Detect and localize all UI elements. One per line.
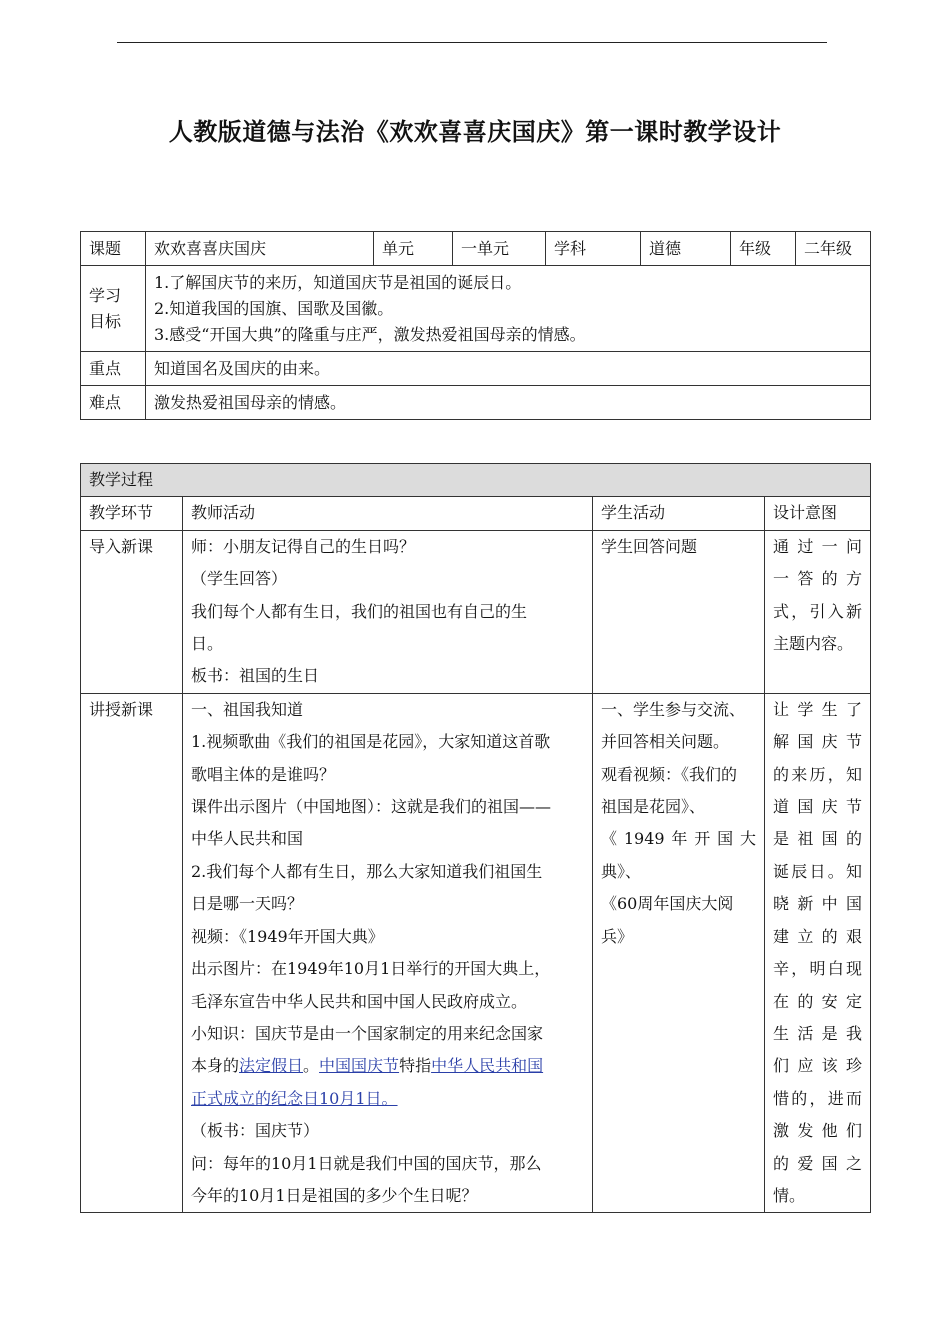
intent-line: 主题内容。 xyxy=(773,634,854,654)
teacher-line: 毛泽东宣告中华人民共和国中国人民政府成立。 xyxy=(191,991,528,1011)
difficulty-label: 难点 xyxy=(81,386,146,420)
header-intent: 设计意图 xyxy=(765,497,871,530)
teacher-line: （板书：国庆节） xyxy=(191,1121,320,1141)
intent-line: 情。 xyxy=(773,1185,806,1205)
header-student: 学生活动 xyxy=(593,497,765,530)
intent-line: 建立的艰 xyxy=(773,926,863,946)
teacher-line: （学生回答） xyxy=(191,569,288,589)
goal-item: 3.感受“开国大典”的隆重与庄严，激发热爱祖国母亲的情感。 xyxy=(154,325,586,344)
teacher-line: 出示图片：在1949年10月1日举行的开国大典上， xyxy=(191,959,551,979)
goals-label: 学习 目标 xyxy=(81,266,146,352)
design-intent-intro xyxy=(765,530,871,693)
student-line: 《1949年开国大 xyxy=(601,829,756,849)
topic-value: 欢欢喜喜庆国庆 xyxy=(146,232,374,266)
teaching-process-table xyxy=(80,463,871,1213)
teacher-line: 1.视频歌曲《我们的祖国是花园》，大家知道这首歌 xyxy=(191,732,551,752)
student-activity-teach xyxy=(593,693,765,1213)
topic-label: 课题 xyxy=(81,232,146,266)
teacher-line: 课件出示图片（中国地图）：这就是我们的祖国—— xyxy=(191,797,552,817)
intent-line: 一答的方 xyxy=(773,569,863,589)
goal-item: 2.知道我国的国旗、国歌及国徽。 xyxy=(154,299,394,318)
student-line: 《60周年国庆大阅 xyxy=(601,894,734,914)
student-line: 祖国是花园》、 xyxy=(601,797,706,817)
process-row-teach xyxy=(81,693,871,1213)
intent-line: 是祖国的 xyxy=(773,829,863,849)
legal-holiday-link[interactable]: 法定假日 xyxy=(239,1056,304,1076)
teacher-line: 问：每年的10月1日就是我们中国的国庆节，那么 xyxy=(191,1153,542,1173)
subject-value: 道德 xyxy=(641,232,731,266)
intent-line: 通过一问 xyxy=(773,536,863,556)
intent-line: 解国庆节 xyxy=(773,732,863,752)
intent-line: 的爱国之 xyxy=(773,1153,863,1173)
info-row-key xyxy=(81,352,871,386)
header-rule xyxy=(117,42,827,43)
teacher-line: 板书：祖国的生日 xyxy=(191,666,320,686)
teacher-line: 歌唱主体的是谁吗？ xyxy=(191,764,336,784)
china-national-day-link[interactable]: 中国国庆节 xyxy=(319,1056,400,1076)
teacher-line: 今年的10月1日是祖国的多少个生日呢？ xyxy=(191,1185,478,1205)
teacher-line: 日是哪一天吗？ xyxy=(191,894,304,914)
intent-line: 道国庆节 xyxy=(773,797,863,817)
stage-teach: 讲授新课 xyxy=(81,693,183,1213)
process-row-intro xyxy=(81,530,871,693)
info-row-goals xyxy=(81,266,871,352)
student-line: 一、学生参与交流、 xyxy=(601,699,746,719)
design-intent-teach xyxy=(765,693,871,1213)
intent-line: 们应该珍 xyxy=(773,1056,863,1076)
grade-value: 二年级 xyxy=(796,232,871,266)
goal-item: 1.了解国庆节的来历，知道国庆节是祖国的诞辰日。 xyxy=(154,273,522,292)
key-value: 知道国名及国庆的由来。 xyxy=(146,352,871,386)
difficulty-value: 激发热爱祖国母亲的情感。 xyxy=(146,386,871,420)
goals-list xyxy=(146,266,871,352)
intent-line: 晓新中国 xyxy=(773,894,863,914)
teacher-link-line: 本身的法定假日。中国国庆节特指中华人民共和国 xyxy=(191,1056,544,1076)
info-row-difficulty xyxy=(81,386,871,420)
intent-line: 辛，明白现 xyxy=(773,959,863,979)
document-title: 人教版道德与法治《欢欢喜喜庆国庆》第一课时教学设计 xyxy=(168,118,782,146)
unit-value: 一单元 xyxy=(453,232,546,266)
process-section-row xyxy=(81,464,871,497)
header-stage: 教学环节 xyxy=(81,497,183,530)
intent-line: 式，引入新 xyxy=(773,601,863,621)
stage-intro: 导入新课 xyxy=(81,530,183,693)
teacher-activity-intro xyxy=(183,530,593,693)
student-line: 观看视频：《我们的 xyxy=(601,764,738,784)
process-section-title: 教学过程 xyxy=(81,464,871,497)
teacher-activity-teach xyxy=(183,693,593,1213)
teacher-line: 一、祖国我知道 xyxy=(191,699,304,719)
founding-day-link[interactable]: 正式成立的纪念日10月1日。 xyxy=(191,1088,398,1108)
student-line: 并回答相关问题。 xyxy=(601,732,730,752)
intent-line: 诞辰日。知 xyxy=(773,861,863,881)
teacher-line: 我们每个人都有生日，我们的祖国也有自己的生 xyxy=(191,601,528,621)
teacher-link-line-2 xyxy=(191,1083,584,1115)
teacher-line: 视频：《1949年开国大典》 xyxy=(191,926,384,946)
teacher-line: 小知识：国庆节是由一个国家制定的用来纪念国家 xyxy=(191,1023,544,1043)
intent-line: 让学生了 xyxy=(773,699,863,719)
intent-line: 生活是我 xyxy=(773,1023,863,1043)
process-header-row xyxy=(81,497,871,530)
key-label: 重点 xyxy=(81,352,146,386)
info-row-topic xyxy=(81,232,871,266)
student-line: 典》、 xyxy=(601,861,642,881)
intent-line: 惜的，进而 xyxy=(773,1088,863,1108)
intent-line: 在的安定 xyxy=(773,991,863,1011)
header-teacher: 教师活动 xyxy=(183,497,593,530)
intent-line: 激发他们 xyxy=(773,1121,863,1141)
teacher-line: 中华人民共和国 xyxy=(191,829,304,849)
intent-line: 的来历，知 xyxy=(773,764,863,784)
grade-label: 年级 xyxy=(731,232,796,266)
teacher-line: 2.我们每个人都有生日，那么大家知道我们祖国生 xyxy=(191,861,543,881)
prc-link[interactable]: 中华人民共和国 xyxy=(431,1056,544,1076)
lesson-info-table xyxy=(80,231,871,420)
teacher-line: 师：小朋友记得自己的生日吗？ xyxy=(191,536,416,556)
student-line: 兵》 xyxy=(601,926,634,946)
unit-label: 单元 xyxy=(374,232,453,266)
subject-label: 学科 xyxy=(546,232,641,266)
student-activity-intro: 学生回答问题 xyxy=(593,530,765,693)
teacher-line: 日。 xyxy=(191,634,224,654)
